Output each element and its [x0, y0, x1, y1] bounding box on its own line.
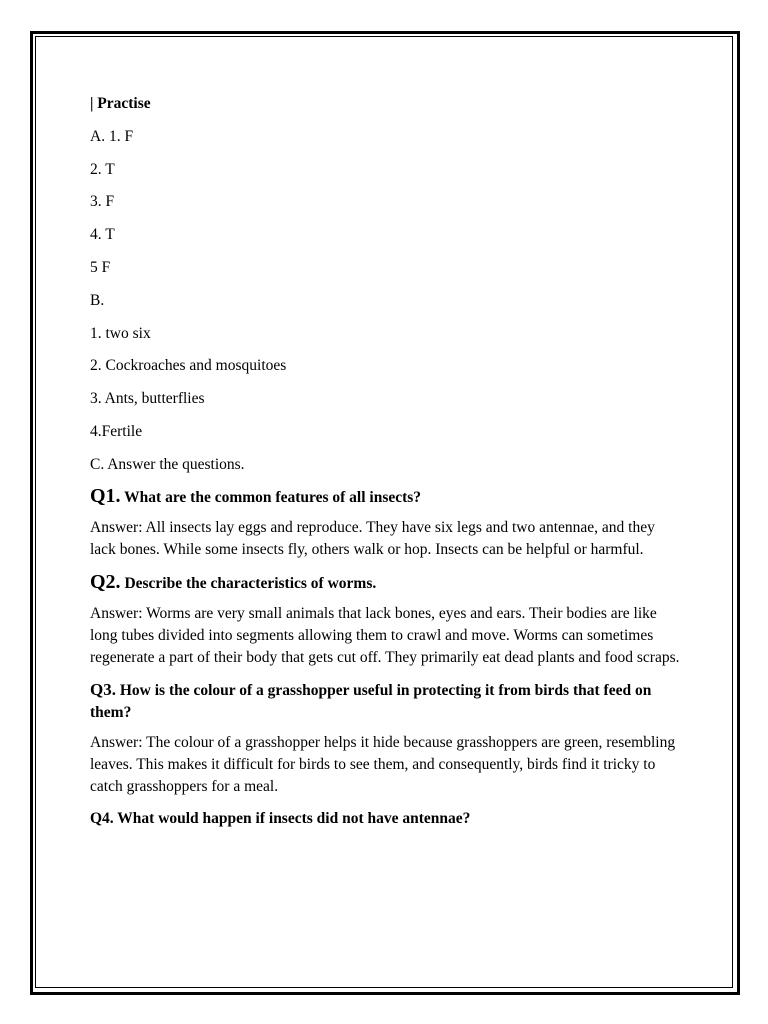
question-title	[90, 571, 682, 595]
answer-a-3: 3. F	[90, 193, 115, 211]
answer-a-1: A. 1. F	[90, 127, 134, 145]
question-block-3	[90, 679, 682, 798]
answer-text: Answer: Worms are very small animals that lack bones, eyes and ears. Their bodies are like long tubes divided into segments allowing them to crawl and move. Worms can sometimes regenerate a part of their body that gets cut off. They primarily eat dead plants and food scraps.	[90, 604, 680, 666]
answer-a-2: 2. T	[90, 160, 115, 178]
question-number: Q1.	[90, 484, 121, 507]
answer-b-2: 2. Cockroaches and mosquitoes	[90, 357, 287, 375]
question-block-4	[90, 808, 682, 830]
answer-a-4: 4. T	[90, 226, 115, 244]
answer-a-5: 5 F	[90, 258, 111, 276]
answer-text: Answer: The colour of a grasshopper helps it hide because grasshoppers are green, resembling leaves. This makes it difficult for birds to see them, and consequently, birds find it tricky to catch grasshoppers for a meal.	[90, 733, 676, 795]
practise-heading: | Practise	[90, 95, 151, 112]
question-text: Describe the characteristics of worms.	[120, 574, 377, 592]
question-number: Q3.	[90, 679, 116, 699]
document-content	[90, 94, 682, 840]
answer-b-3: 3. Ants, butterflies	[90, 390, 205, 408]
question-title	[90, 485, 682, 509]
question-text: What are the common features of all insects?	[120, 488, 422, 506]
answer-b-4: 4.Fertile	[90, 422, 143, 440]
question-text: How is the colour of a grasshopper useful in protecting it from birds that feed on them?	[90, 681, 652, 721]
question-title	[90, 808, 682, 830]
question-number: Q2.	[90, 570, 121, 593]
question-number: Q4.	[90, 809, 114, 827]
section-b-label: B.	[90, 291, 105, 309]
question-title	[90, 679, 682, 724]
answer-b-1: 1. two six	[90, 324, 151, 342]
question-block-1	[90, 485, 682, 561]
question-text: What would happen if insects did not have antennae?	[113, 809, 471, 827]
question-block-2	[90, 571, 682, 669]
section-c-label: C. Answer the questions.	[90, 455, 245, 473]
answer-text: Answer: All insects lay eggs and reproduce. They have six legs and two antennae, and they lack bones. While some insects fly, others walk or hop. Insects can be helpful or harmful.	[90, 518, 655, 558]
